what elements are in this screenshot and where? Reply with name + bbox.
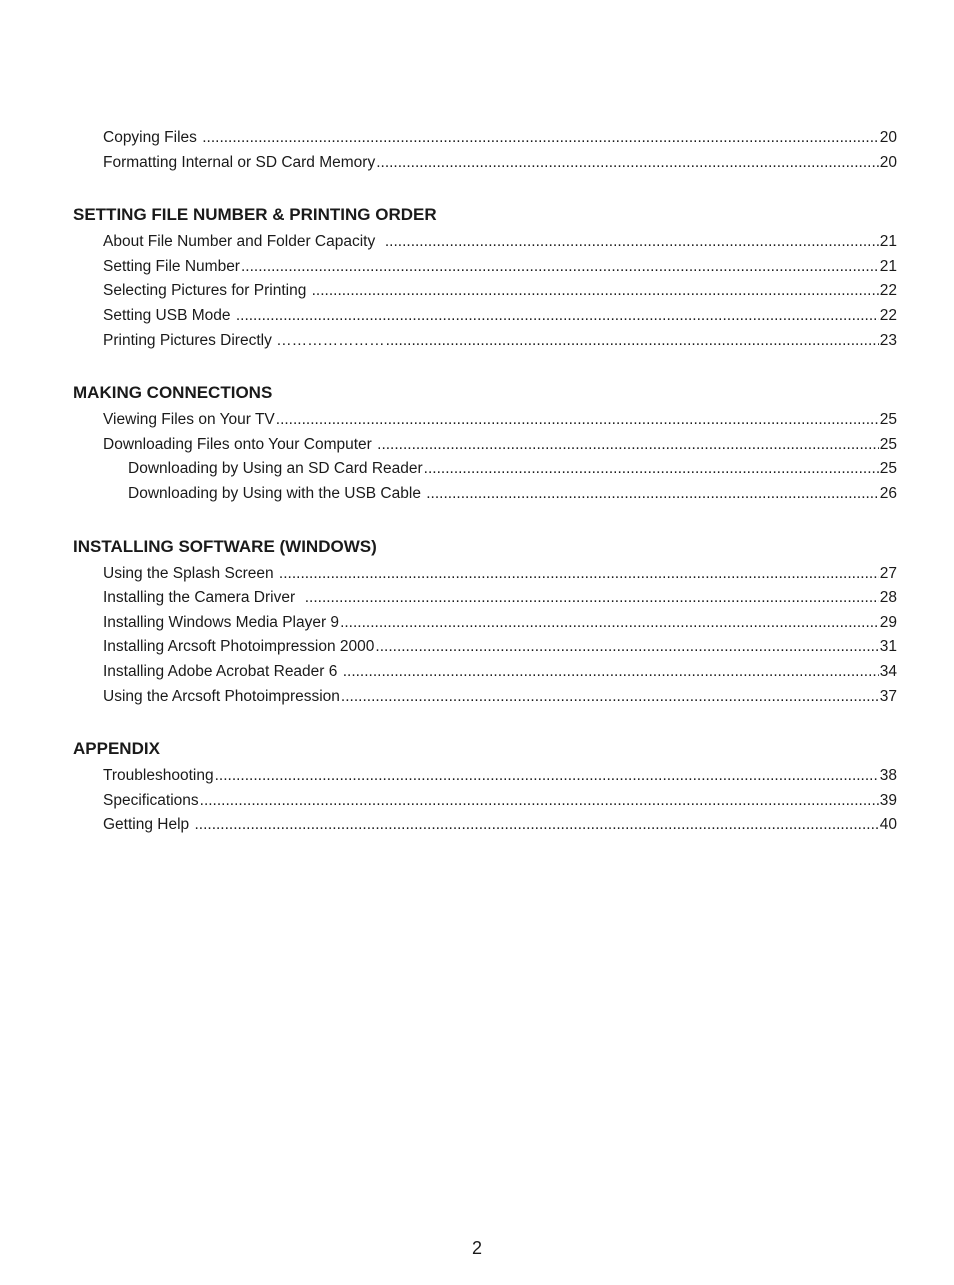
toc-entry-label: Using the Arcsoft Photoimpression xyxy=(103,687,340,705)
toc-entry[interactable] xyxy=(73,255,897,280)
toc-section xyxy=(73,126,897,175)
dot-leader xyxy=(215,764,879,789)
section-heading: INSTALLING SOFTWARE (WINDOWS) xyxy=(73,536,377,556)
toc-entry-page: 34 xyxy=(879,662,897,680)
section-heading: SETTING FILE NUMBER & PRINTING ORDER xyxy=(73,205,437,225)
toc-entry-page: 25 xyxy=(879,411,897,429)
dot-leader xyxy=(305,586,879,611)
dot-leader xyxy=(276,408,879,433)
toc-entry[interactable] xyxy=(73,611,897,636)
toc-entry-label: Getting Help xyxy=(103,816,194,834)
toc-entry[interactable] xyxy=(73,813,897,838)
toc-entry[interactable] xyxy=(73,635,897,660)
toc-entry-label: Copying Files xyxy=(103,129,202,146)
toc-entry-label: Printing Pictures Directly ………………… xyxy=(103,331,385,349)
toc-entry[interactable] xyxy=(73,685,897,710)
toc-entry-page: 21 xyxy=(879,233,897,251)
toc-entry[interactable] xyxy=(73,660,897,685)
section-heading: APPENDIX xyxy=(73,739,160,759)
toc-entry[interactable] xyxy=(73,151,897,176)
toc-entry[interactable] xyxy=(73,126,897,151)
dot-leader xyxy=(236,304,879,329)
toc-entry-label: Troubleshooting xyxy=(103,767,214,785)
toc-entry-label: Downloading Files onto Your Computer xyxy=(103,435,377,453)
table-of-contents xyxy=(73,126,897,868)
toc-entry[interactable] xyxy=(73,408,897,433)
toc-entry-page: 29 xyxy=(879,613,897,631)
toc-entry-page: 39 xyxy=(879,791,897,809)
toc-entry-page: 28 xyxy=(879,589,897,607)
toc-entry[interactable] xyxy=(73,230,897,255)
toc-section xyxy=(73,537,897,710)
toc-entry-label: Specifications xyxy=(103,791,199,809)
toc-entry-label: About File Number and Folder Capacity xyxy=(103,233,384,251)
dot-leader xyxy=(385,230,879,255)
toc-entry-label: Setting USB Mode xyxy=(103,306,235,324)
toc-entry-page: 26 xyxy=(879,484,897,502)
dot-leader xyxy=(376,151,879,176)
dot-leader xyxy=(343,660,879,685)
toc-entry-page: 23 xyxy=(879,331,897,349)
toc-entry[interactable] xyxy=(73,457,897,482)
toc-entry-page: 22 xyxy=(879,282,897,300)
toc-entry-label: Installing Windows Media Player 9 xyxy=(103,613,340,631)
toc-entry-page: 38 xyxy=(879,767,897,785)
dot-leader xyxy=(377,433,879,458)
toc-section xyxy=(73,739,897,838)
toc-entry[interactable] xyxy=(73,433,897,458)
toc-entry-page: 25 xyxy=(879,435,897,453)
toc-entry[interactable] xyxy=(73,562,897,587)
dot-leader xyxy=(241,255,879,280)
dot-leader xyxy=(312,279,879,304)
toc-entry-label: Installing Adobe Acrobat Reader 6 xyxy=(103,662,342,680)
dot-leader xyxy=(279,562,879,587)
dot-leader xyxy=(340,611,879,636)
toc-entry-label: Downloading by Using with the USB Cable xyxy=(128,484,426,502)
toc-entry[interactable] xyxy=(73,279,897,304)
toc-entry-label: Installing the Camera Driver xyxy=(103,589,304,607)
dot-leader xyxy=(194,813,878,838)
toc-entry-label: Selecting Pictures for Printing xyxy=(103,282,311,300)
toc-entry[interactable] xyxy=(73,789,897,814)
dot-leader xyxy=(200,789,879,814)
dot-leader xyxy=(426,482,879,507)
toc-entry-page: 20 xyxy=(879,129,897,146)
toc-entry-label: Installing Arcsoft Photoimpression 2000 xyxy=(103,638,375,656)
toc-entry-label: Downloading by Using an SD Card Reader xyxy=(128,460,423,478)
toc-entry-label: Setting File Number xyxy=(103,257,240,275)
toc-entry[interactable] xyxy=(73,304,897,329)
toc-entry-page: 37 xyxy=(879,687,897,705)
toc-entry-page: 20 xyxy=(879,153,897,171)
dot-leader xyxy=(386,329,879,354)
section-heading: MAKING CONNECTIONS xyxy=(73,383,273,403)
toc-entry[interactable] xyxy=(73,329,897,354)
toc-entry-label: Viewing Files on Your TV xyxy=(103,411,275,429)
dot-leader xyxy=(202,126,879,151)
toc-entry-page: 27 xyxy=(879,564,897,582)
page-number: 2 xyxy=(471,1238,482,1258)
toc-entry[interactable] xyxy=(73,764,897,789)
toc-entry-page: 21 xyxy=(879,257,897,275)
toc-entry-label: Using the Splash Screen xyxy=(103,564,278,582)
toc-entry-label: Formatting Internal or SD Card Memory xyxy=(103,153,376,171)
toc-section xyxy=(73,205,897,353)
toc-entry[interactable] xyxy=(73,482,897,507)
toc-entry-page: 31 xyxy=(879,638,897,656)
toc-entry-page: 22 xyxy=(879,306,897,324)
toc-section xyxy=(73,383,897,506)
toc-entry-page: 25 xyxy=(879,460,897,478)
dot-leader xyxy=(424,457,879,482)
dot-leader xyxy=(375,635,878,660)
toc-entry-page: 40 xyxy=(879,816,897,834)
toc-entry[interactable] xyxy=(73,586,897,611)
dot-leader xyxy=(341,685,879,710)
